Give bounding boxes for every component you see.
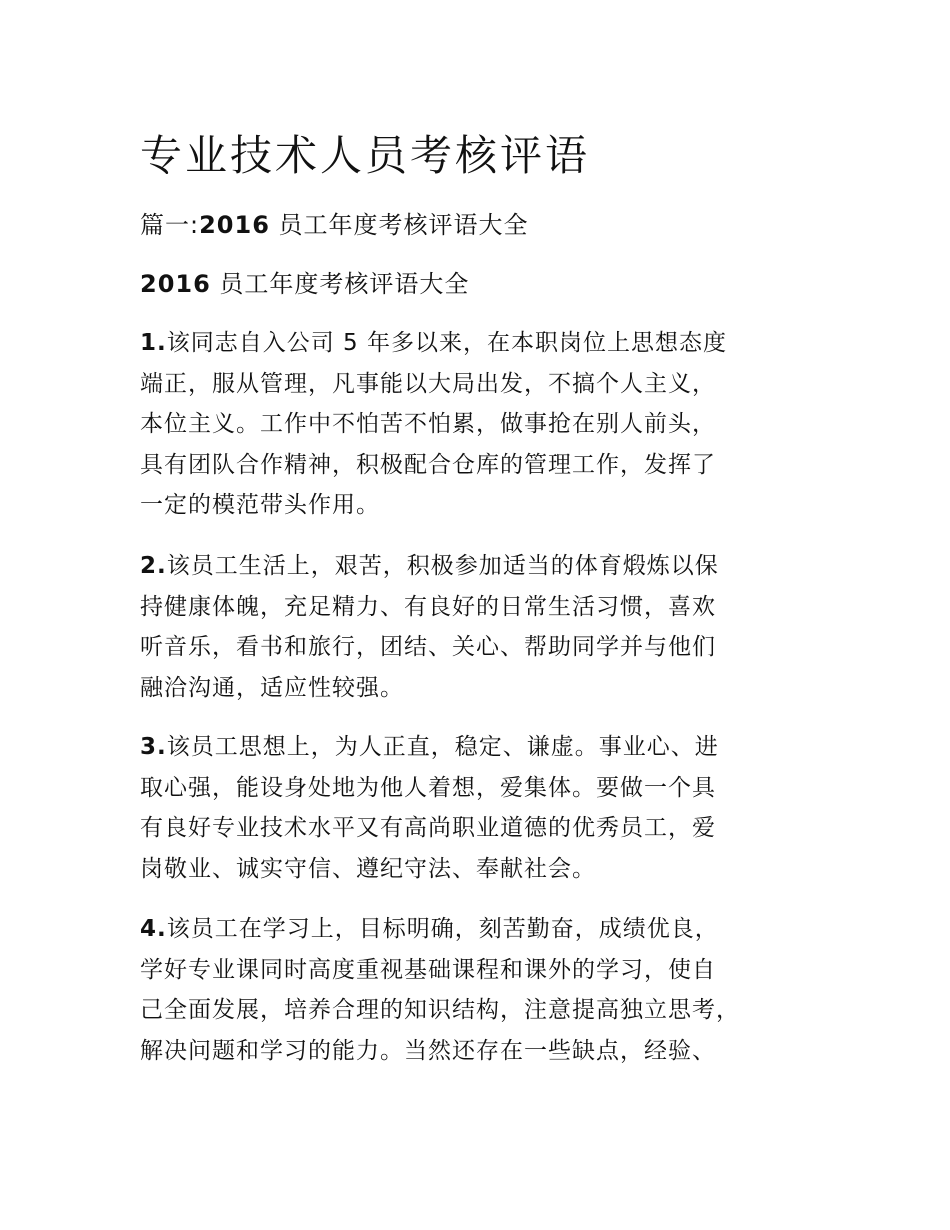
paragraph-line: 端正，服从管理，凡事能以大局出发，不搞个人主义， xyxy=(140,370,716,397)
paragraph-1 xyxy=(140,323,820,526)
paragraph-line: 听音乐，看书和旅行，团结、关心、帮助同学并与他们 xyxy=(140,634,716,660)
paragraph-line: 一定的模范带头作用。 xyxy=(140,492,380,518)
paragraph-line-text: 该同志自入公司 5 年多以来，在本职岗位上思想态度 xyxy=(166,330,728,356)
paragraph-line-text: 该员工生活上，艰苦，积极参加适当的体育煅炼以保 xyxy=(166,553,719,579)
section-heading-year: 2016 xyxy=(199,211,270,239)
article-heading-text: 员工年度考核评语大全 xyxy=(210,270,470,298)
article-heading-year: 2016 xyxy=(140,270,211,298)
paragraph-line-text: 该员工在学习上，目标明确，刻苦勤奋，成绩优良， xyxy=(166,916,719,942)
section-heading-text: 员工年度考核评语大全 xyxy=(269,211,529,239)
paragraph-line: 具有团队合作精神，积极配合仓库的管理工作，发挥了 xyxy=(140,451,716,478)
paragraph-line: 融洽沟通，适应性较强。 xyxy=(140,674,404,701)
paragraph-line xyxy=(140,546,820,587)
paragraph-number: 2. xyxy=(140,553,167,579)
paragraph-2 xyxy=(140,546,820,708)
paragraph-number: 3. xyxy=(140,734,167,760)
paragraph-line xyxy=(140,727,820,768)
article-heading xyxy=(140,268,469,300)
paragraph-number: 1. xyxy=(140,330,167,356)
paragraph-line: 解决问题和学习的能力。当然还存在一些缺点，经验、 xyxy=(140,1037,716,1064)
paragraph-4 xyxy=(140,909,820,1071)
paragraph-line xyxy=(140,909,820,950)
paragraph-line: 持健康体魄，充足精力、有良好的日常生活习惯，喜欢 xyxy=(140,593,716,620)
paragraph-line xyxy=(140,323,820,364)
section-heading-prefix: 篇一: xyxy=(140,211,200,239)
paragraph-line: 岗敬业、诚实守信、遵纪守法、奉献社会。 xyxy=(140,855,596,882)
paragraph-line: 学好专业课同时高度重视基础课程和课外的学习，使自 xyxy=(140,956,716,983)
document-title: 专业技术人员考核评语 xyxy=(140,131,591,180)
paragraph-3 xyxy=(140,727,820,889)
section-heading xyxy=(140,209,529,241)
paragraph-line: 本位主义。工作中不怕苦不怕累，做事抢在别人前头， xyxy=(140,411,716,437)
paragraph-number: 4. xyxy=(140,916,167,942)
paragraph-line: 己全面发展，培养合理的知识结构，注意提高独立思考， xyxy=(140,997,740,1023)
paragraph-line-text: 该员工思想上，为人正直，稳定、谦虚。事业心、进 xyxy=(166,734,719,760)
paragraph-line: 有良好专业技术水平又有高尚职业道德的优秀员工，爱 xyxy=(140,815,716,841)
paragraph-line: 取心强，能设身处地为他人着想，爱集体。要做一个具 xyxy=(140,774,716,801)
